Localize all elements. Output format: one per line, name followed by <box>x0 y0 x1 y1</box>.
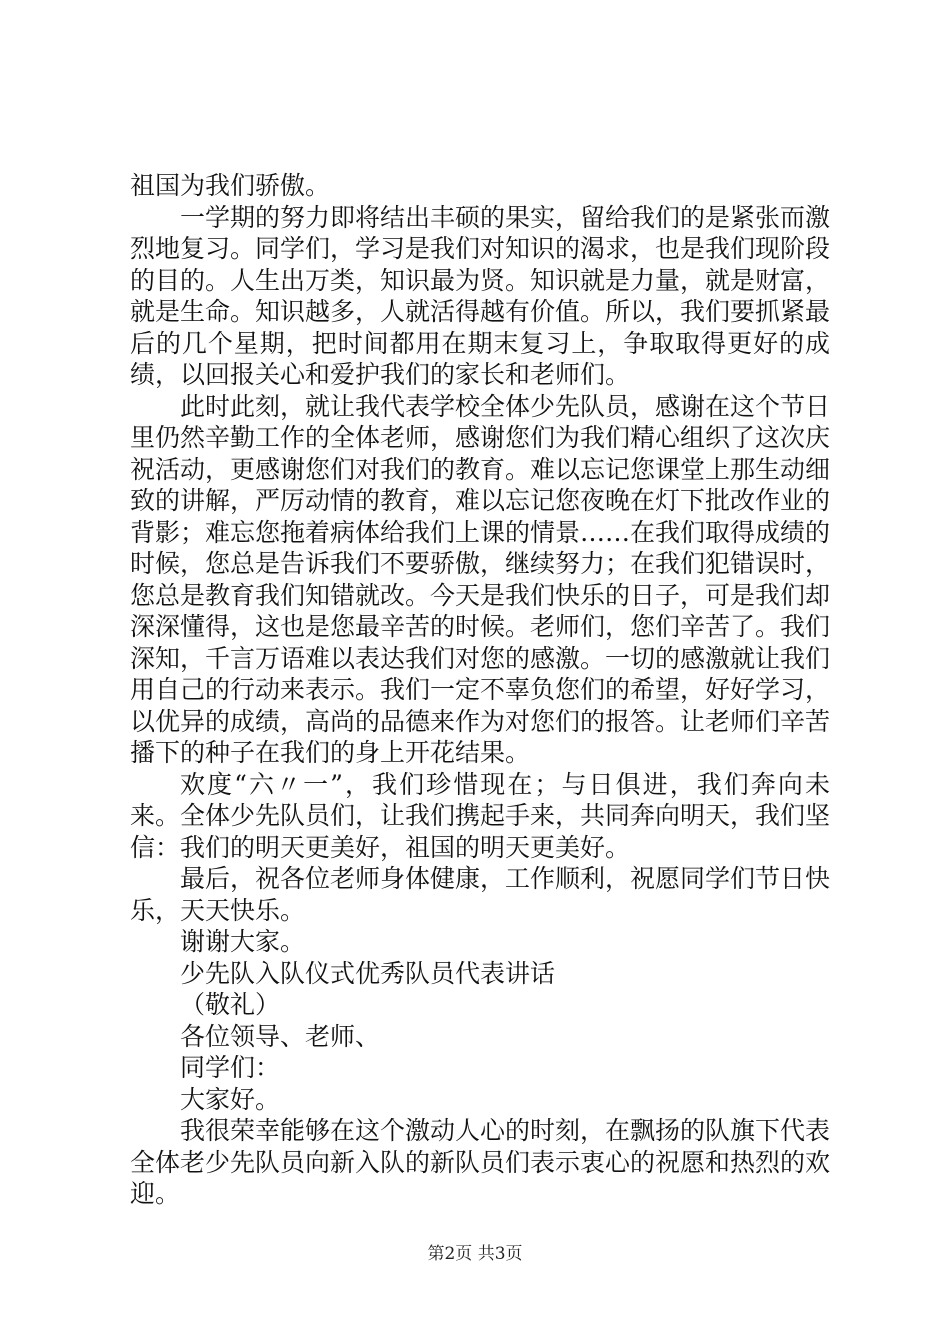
paragraph: 祖国为我们骄傲。 <box>130 171 331 200</box>
page-number-footer: 第2页 共3页 <box>427 1244 523 1264</box>
paragraph: 最后，祝各位老师身体健康，工作顺利，祝愿同学们节日快乐，天天快乐。 <box>130 864 831 925</box>
paragraph: （敬礼） <box>180 990 281 1019</box>
paragraph: 大家好。 <box>180 1084 281 1114</box>
paragraph: 欢度“六〃一”，我们珍惜现在；与日俱进，我们奔向未来。全体少先队员们，让我们携起手来，共同奔向明天，我们坚信：我们的明天更美好，祖国的明天更美好。 <box>130 769 831 862</box>
paragraph: 此时此刻，就让我代表学校全体少先队员，感谢在这个节日里仍然辛勤工作的全体老师，感谢您们为我们精心组织了这次庆祝活动，更感谢您们对我们的教育。难以忘记您课堂上那生动细致的讲解，严厉动情的教育，难以忘记您夜晚在灯下批改作业的背影；难忘您拖着病体给我们上课的情景……在我们取得成绩的时候，您总是告诉我们不要骄傲，继续努力；在我们犯错误时，您总是教育我们知错就改。今天是我们快乐的日子，可是我们却深深懂得，这也是您最辛苦的时候。老师们，您们辛苦了。我们深知，千言万语难以表达我们对您的感激。一切的感激就让我们用自己的行动来表示。我们一定不辜负您们的希望，好好学习，以优异的成绩，高尚的品德来作为对您们的报答。让老师们辛苦播下的种子在我们的身上开花结果。 <box>130 391 831 767</box>
paragraph: 我很荣幸能够在这个激动人心的时刻，在飘扬的队旗下代表全体老少先队员向新入队的新队员们表示衷心的祝愿和热烈的欢迎。 <box>130 1116 831 1208</box>
document-body <box>130 170 830 1210</box>
paragraph: 同学们： <box>180 1053 281 1082</box>
paragraph: 谢谢大家。 <box>180 927 306 956</box>
paragraph: 少先队入队仪式优秀队员代表讲话 <box>180 958 556 988</box>
paragraph: 各位领导、老师、 <box>180 1021 381 1051</box>
paragraph: 一学期的努力即将结出丰硕的果实，留给我们的是紧张而激烈地复习。同学们，学习是我们对知识的渴求，也是我们现阶段的目的。人生出万类，知识最为贤。知识就是力量，就是财富，就是生命。知识越多，人就活得越有价值。所以，我们要抓紧最后的几个星期，把时间都用在期末复习上，争取取得更好的成绩，以回报关心和爱护我们的家长和老师们。 <box>130 202 831 389</box>
